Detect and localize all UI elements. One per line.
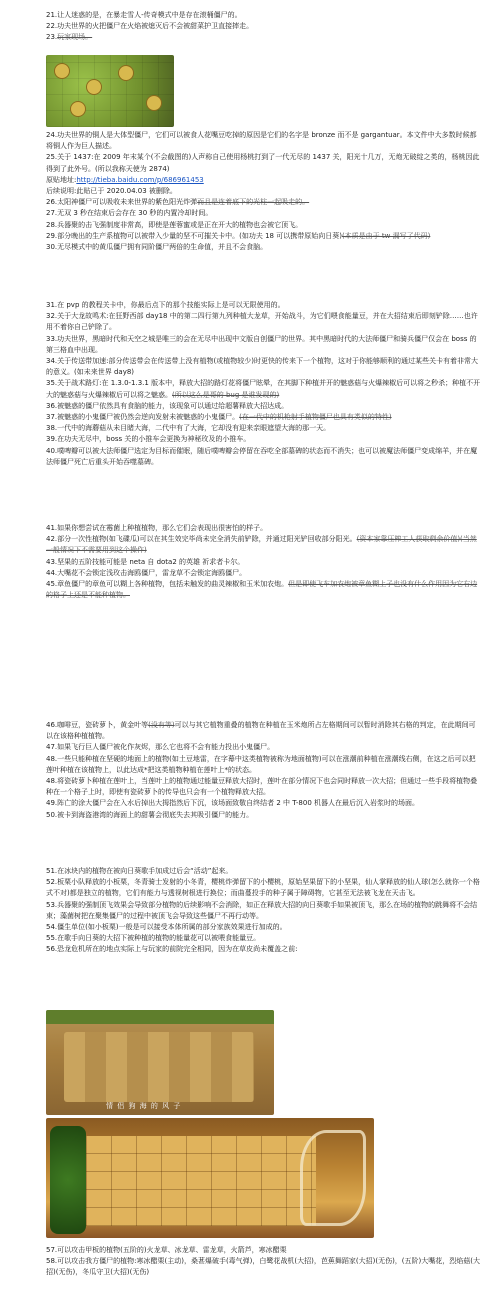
game-screenshot-image	[46, 55, 174, 127]
list-item: 58.可以攻击我方僵尸的植物:寒冰醋栗(主动)，桑葚爆破手(毒气弹)，白鹭花战机(大招)，芭蕉舞蹈家(大招)(无伤)，(五阶)大嘴花，烈焰菇(大招)(无伤)，冬瓜守卫(大招)(无伤)	[46, 1257, 480, 1277]
list-item: 39.在功夫无尽中，boss 关的小推车会更换为神秘玫及的小推车。	[46, 435, 251, 444]
list-item: 51.在冰块内的植物在被向日葵歌手加成过后会“活动”起来。	[46, 867, 233, 875]
item-group-a	[46, 10, 482, 44]
list-item: 28.兵器聚的击飞强制度非常高，即使是莲蓉蜜或是正在开大的植物也会被它顶飞。	[46, 220, 303, 229]
list-item: 27.无双 3 秒在结束后会存在 30 秒的内置冷却时间。	[46, 209, 213, 218]
list-item: 38.一代中的海蘑菇从未目睹大海，二代中有了大海，它却没有迎来亲眼遮望大海的那一天。	[46, 424, 331, 433]
list-item: 22.功夫世界的火把僵尸在火焰被熄灭后不会被甜菜护卫直接摔走。	[46, 22, 254, 31]
list-item: 40.噗啤瓣可以被大法师僵尸选定为目标而催眠，随后噗啤瓣会停留在吞吃全部墓碑的状态而不消失；也可以被魔法师僵尸变成绵羊，并在魔法师僵尸死亡后重头开始吞噬墓碑。	[46, 446, 478, 466]
list-item: 29.部分晚出的生产系植物可以被带入少量的坚不可摧关卡中。(如功夫 18 可以携带原始向日葵)(本质是由于 tw 漏写了代码)	[46, 231, 431, 240]
list-item: 32.关于大龙故鸣术:在狂野西部 day18 中的第二四行第九列种植大龙草，开始战斗，为它们喂食能量豆，并在大招结束后即刻铲除……也许用不着你自己铲除了。	[46, 312, 478, 332]
list-item: 34.关于传送带加速:部分传送带会在传送带上没有植物(或植物较少)时更快的传来下一个植物，这对于你能够顺利的通过某些关卡有着非常大的意义。(如未来世界 day8)	[46, 357, 478, 377]
list-item: 26.太阳神僵尸可以吸收未来世界的紫色阳光炸弹而且是连着底下的光柱一起吸走的。	[46, 198, 310, 207]
list-item: 43.坚果的五阶技能可能是 neta 自 dota2 的英雄 祈求者卡尔。	[46, 557, 245, 566]
list-item: 后续说明:此贴已于 2020.04.03 被删除。	[46, 187, 177, 196]
list-item: 48.一些只能种植在坚硬的地面上的植物(如土豆地雷，在字幕中这类植物被称为地面植物)可以在涨潮前种植在涨潮线右侧，在这之后可以把莲叶种植在该植物上，以此达成*把这类植物种植在莲叶上*的状态。	[46, 754, 476, 774]
dino-level-image	[46, 1118, 374, 1238]
item-group-e	[46, 523, 482, 601]
image-caption: 情 侣 狗 海 的 风 子	[106, 1102, 182, 1110]
list-item: 42.部分一次性植物(如飞碟瓜)可以在其生效完毕尚未完全消失前铲除，并通过阳光铲回收部分阳光。(资本家靠压榨工人获取剩余价值)(当然一般情况下不需要用到这个操作)	[46, 535, 477, 555]
list-item: 47.如果飞行巨人僵尸被化作灰烬，那么它也将不会有能力投出小鬼僵尸。	[46, 743, 275, 752]
list-item: 49.阵亡的涂大僵尸会在入水后掉出大拇指然后下沉，该场面致敬自终结者 2 中 T-800 机器人在最后沉入岩浆时的场面。	[46, 799, 420, 808]
list-item: 56.恐龙危机所在的地点实际上与玩家的前院完全相同，因为在草皮尚未覆盖之前:	[46, 945, 298, 954]
item-group-d	[46, 300, 482, 468]
list-item: 46.咖啡豆，瓷砖萝卜，黄金叶等(没有等)可以与其它植物重叠的植物在种植在玉米炮所占左格期间可以暂时消除其右格的判定，在此期间可以在该格种植植物。	[46, 721, 476, 741]
item-group-h	[46, 1245, 482, 1279]
list-item: 23.玩家现场。	[46, 33, 93, 42]
list-item: 33.功夫世界，黑暗时代和天空之城是唯三的会在无尽中出现中文版自创僵尸的世界。其中黑暗时代的大法师僵尸和骑兵僵尸仅会在 boss 的第三格血中出现。	[46, 334, 477, 354]
list-item: 57.可以攻击甲板的植物(五阶的)火龙草、冰龙草、雷龙草，火箭芦，寒冰醋栗	[46, 1246, 287, 1254]
list-item: 53.兵器聚的强制顶飞效果会导致部分植物的后续影响不会消除，如正在释放大招的向日葵歌手如果被顶飞，那么在场的植物的跳舞将不会结束；藻菌树把在聚集僵尸的过程中被顶飞会导致这些僵尸不再行动等。	[46, 900, 478, 920]
list-item: 31.在 pvp 的教程关卡中，你最后点下的那个技能实际上是可以无限使用的。	[46, 301, 285, 309]
item-group-f	[46, 720, 482, 821]
list-item: 21.让人迷惑的是，在暴走雪人-传奇模式中是存在滚桶僵尸的。	[46, 11, 242, 19]
list-item: 45.章鱼僵尸的章鱼可以糊上各种植物，包括未触发的曲灵辣椒和玉米加农炮。但是即使飞车加农炮被章鱼糊上子也没有什么作用因为它右边的格子上还是不能种植物。	[46, 580, 478, 600]
source-link-line: 原贴地址:http://tieba.baidu.com/p/686961453	[46, 175, 204, 184]
list-item: 24.功夫世界的铜人是大体型僵尸，它们可以被食人花嘴豆吃掉的原因是它们的名字是 bronze 而不是 gargantuar。本文件中大多数时候都将铜人作为巨人描述。	[46, 131, 477, 151]
list-item: 52.板栗小队释放的小板栗，冬青骑士发射的小冬青，樱桃炸弹留下的小樱桃，原始坚果留下的小坚果，仙人掌释放的仙人球(怎么就你一个格式不对)都是独立的植物，它们有能力与透视树根进行换位；而曲蔓投手的种子属于障碍物，它甚至无法被飞龙在天击飞。	[46, 878, 480, 898]
list-item: 54.僵生单位(如小板栗)一般是可以接受本体所属的部分家族效果进行加成的。	[46, 923, 287, 932]
list-item: 25.关于 1437:在 2009 年末某个(不会截图的)人声称自己使用杨桃打到了一代无尽的 1437 关，阳光十几万，无炮无破绽之类的，杨桃因此得到了此外号。(所以我称天使为 2874)	[46, 153, 480, 173]
list-item: 41.如果你想尝试在霉菌上种植植物，那么它们会表现出很害怕的样子。	[46, 524, 268, 532]
list-item: 36.被魅惑的僵尸依然具有食脑的能力，该现象可以通过给超薯释放大招达成。	[46, 401, 289, 410]
list-item: 50.被卡到海盗港湾的海面上的甜薯会彻底失去其吸引僵尸的能力。	[46, 810, 254, 819]
front-yard-image	[46, 1010, 274, 1115]
list-item: 37.被魅惑的小鬼僵尸被仍然会逆向发射未被魅惑的小鬼僵尸。(在一代中的机枪射手植物僵尸也具有类似的特性)	[46, 413, 392, 422]
source-link[interactable]: http://tieba.baidu.com/p/686961453	[76, 175, 204, 184]
list-item: 48.将瓷砖萝卜种植在莲叶上，当莲叶上的植物通过能量豆释放大招时，莲叶在部分情况下也会同时释放一次大招；但通过一些手段将植物叠种在一个格子上时，即使有瓷砖萝卜的传导也只会有一个植物释放大招。	[46, 777, 478, 797]
item-group-b	[46, 130, 482, 253]
list-item: 55.在歌手向日葵的大招下被种植的植物的能量花可以被喂食能量豆。	[46, 934, 261, 943]
item-group-g	[46, 866, 482, 956]
list-item: 35.关于战术路灯:在 1.3.0-1.3.1 版本中，释放大招的路灯花将僵尸眩晕，在其脚下种植并开的魅惑菇与火爆辣椒后可以将之秒杀；种植不开大的魅惑菇与火爆辣椒后可以将之魅惑。(所以这么是哥的 bug 是谁发现的)	[46, 379, 481, 399]
list-item: 30.无尽模式中的黄瓜僵尸拥有同阶僵尸两倍的生命值，并且不会食脑。	[46, 243, 268, 252]
list-item: 44.大嘴花不会锁定浅玫击海鸥僵尸，雷龙草不会锁定海鸥僵尸。	[46, 568, 247, 577]
